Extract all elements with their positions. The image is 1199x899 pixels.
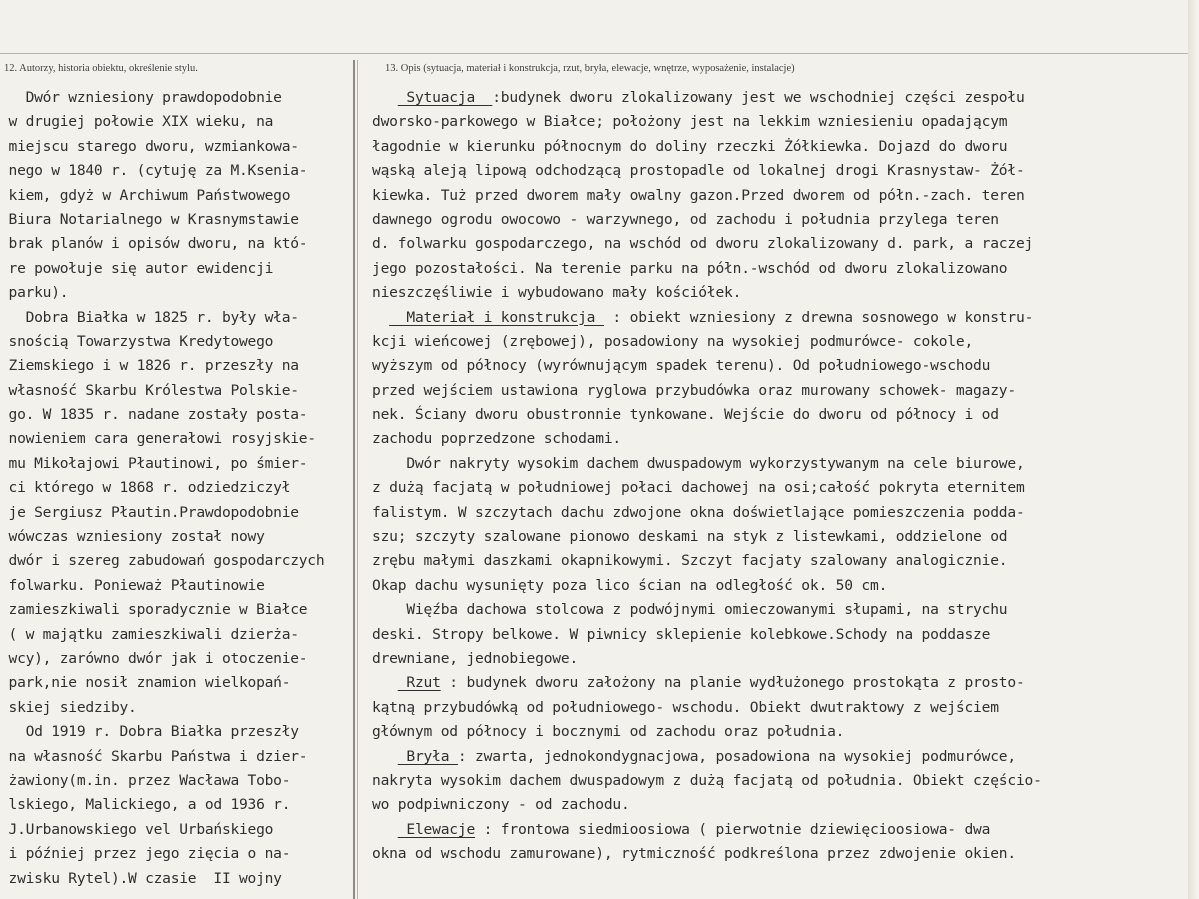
- history-text-line: wówczas wzniesiony został nowy: [0, 528, 265, 546]
- history-text-line: mu Mikołajowi Płautinowi, po śmier-: [0, 454, 308, 472]
- history-text-line: w drugiej połowie XIX wieku, na: [0, 113, 274, 131]
- description-text-line: [372, 306, 1177, 330]
- column-divider-shadow: [357, 60, 358, 899]
- page-edge: [1188, 0, 1199, 899]
- line-text: Więźba dachowa stolcowa z podwójnymi omieczowanymi słupami, na strychu: [372, 601, 1008, 619]
- description-text-line: [372, 793, 1177, 817]
- line-text: : frontowa siedmioosiowa ( pierwotnie dziewięcioosiowa- dwa: [475, 820, 991, 838]
- line-text: nieszczęśliwie i wybudowano mały kościółek.: [372, 284, 742, 302]
- description-text-line: [372, 452, 1177, 476]
- line-text: :budynek dworu zlokalizowany jest we wschodniej części zespołu: [492, 89, 1025, 106]
- line-text: łagodnie w kierunku północnym do doliny rzeczki Żółkiewka. Dojazd do dworu: [372, 137, 1008, 155]
- description-text-line: [372, 525, 1177, 549]
- history-text-line: Ziemskiego i w 1826 r. przeszły na: [0, 357, 299, 375]
- line-text: dworsko-parkowego w Białce; położony jest na lekkim wzniesieniu opadającym: [372, 113, 1008, 131]
- history-text-line: brak planów i opisów dworu, na któ-: [0, 235, 308, 253]
- description-text-line: [372, 818, 1177, 842]
- line-text: jego pozostałości. Na terenie parku na półn.-wschód od dworu zlokalizowano: [372, 259, 1008, 277]
- line-indent: [372, 821, 398, 838]
- line-text: drewniane, jednobiegowe.: [372, 649, 579, 667]
- line-text: : budynek dworu założony na planie wydłużonego prostokąta z prosto-: [440, 674, 1025, 692]
- line-text: kiewka. Tuż przed dworem mały owalny gazon.Przed dworem od półn.-zach. teren: [372, 186, 1025, 204]
- description-text-line: [372, 671, 1177, 695]
- history-text-line: snością Towarzystwa Kredytowego: [0, 332, 274, 350]
- line-text: wyższym od północy (wyrównującym spadek terenu). Od południowego-wschodu: [372, 357, 991, 375]
- description-text-line: [372, 184, 1177, 208]
- history-text-line: skiej siedziby.: [0, 698, 137, 716]
- description-text-line: [372, 769, 1177, 793]
- history-text-line: kiem, gdyż w Archiwum Państwowego: [0, 186, 291, 204]
- description-text-line: [372, 232, 1177, 256]
- line-text: przed wejściem ustawiona ryglowa przybudówka oraz murowany schowek- magazy-: [372, 381, 1016, 399]
- line-text: wąską aleją lipową odchodzącą prostopadle od lokalnej drogi Krasnystaw- Żół-: [372, 162, 1025, 180]
- line-text: głównym od północy i bocznymi od zachodu oraz południa.: [372, 723, 845, 741]
- line-indent: [372, 748, 398, 765]
- section-13-heading: 13. Opis (sytuacja, materiał i konstrukcja, rzut, bryła, elewacje, wnętrze, wyposażenie, instalacje): [385, 63, 795, 74]
- line-text: zrębu małymi daszkami okapnikowymi. Szczyt facjaty szalowany analogicznie.: [372, 552, 1008, 570]
- history-text-line: folwarku. Ponieważ Płautinowie: [0, 576, 265, 594]
- line-text: okna od wschodu zamurowane), rytmiczność podkreślona przez zdwojenie okien.: [372, 845, 1016, 863]
- description-text-line: [372, 476, 1177, 500]
- description-text-line: [372, 842, 1177, 866]
- history-text-line: je Sergiusz Płautin.Prawdopodobnie: [0, 503, 299, 521]
- description-text-line: [372, 549, 1177, 573]
- line-text: deski. Stropy belkowe. W piwnicy sklepienie kolebkowe.Schody na poddasze: [372, 625, 991, 643]
- description-text-line: [372, 647, 1177, 671]
- history-text-line: na własność Skarbu Państwa i dzier-: [0, 747, 308, 765]
- history-text-line: dwór i szereg zabudowań gospodarczych: [0, 552, 325, 570]
- description-text-line: [372, 159, 1177, 183]
- history-text-line: miejscu starego dworu, wzmiankowa-: [0, 137, 299, 155]
- line-text: dawnego ogrodu owocowo - warzywnego, od zachodu i południa przylega teren: [372, 210, 999, 228]
- history-text-line: lskiego, Malickiego, a od 1936 r.: [0, 796, 291, 814]
- line-text: nek. Ściany dworu obustronnie tynkowane. Wejście do dworu od północy i od: [372, 406, 999, 424]
- subsection-heading: _Bryła_: [397, 747, 458, 765]
- line-indent: [372, 89, 398, 106]
- history-text-line: Od 1919 r. Dobra Białka przeszły: [0, 723, 299, 741]
- section-12-heading: 12. Autorzy, historia obiektu, określenie stylu.: [4, 63, 198, 74]
- header-rule: [0, 53, 1199, 54]
- line-text: Okap dachu wysunięty poza lico ścian na odległość ok. 50 cm.: [372, 576, 888, 594]
- subsection-heading: _ Materiał i konstrukcja_: [389, 308, 604, 326]
- description-text-line: [372, 720, 1177, 744]
- line-text: wo podpiwniczony - od zachodu.: [372, 796, 630, 814]
- history-text-line: zwisku Rytel).W czasie II wojny: [0, 869, 282, 887]
- subsection-heading: _Elewacje: [397, 820, 476, 838]
- description-column: [372, 86, 1177, 867]
- description-text-line: [372, 574, 1177, 598]
- history-text-line: Dwór wzniesiony prawdopodobnie: [0, 89, 282, 106]
- line-text: falistym. W szczytach dachu zdwojone okna doświetlające pomieszczenia podda-: [372, 503, 1025, 521]
- history-column: [0, 86, 352, 891]
- description-text-line: [372, 623, 1177, 647]
- history-text-line: i później przez jego zięcia o na-: [0, 845, 291, 863]
- description-text-line: [372, 403, 1177, 427]
- history-text-line: nego w 1840 r. (cytuję za M.Ksenia-: [0, 162, 308, 180]
- line-text: : zwarta, jednokondygnacjowa, posadowiona na wysokiej podmurówce,: [457, 747, 1016, 765]
- description-text-line: [372, 135, 1177, 159]
- history-text-line: ci którego w 1868 r. odziedziczył: [0, 479, 291, 497]
- description-text-line: [372, 427, 1177, 451]
- line-text: nakryta wysokim dachem dwuspadowym z dużą facjatą od południa. Obiekt częścio-: [372, 771, 1042, 789]
- line-text: Dwór nakryty wysokim dachem dwuspadowym wykorzystywanym na cele biurowe,: [372, 454, 1025, 472]
- history-text-line: go. W 1835 r. nadane zostały posta-: [0, 406, 308, 424]
- description-text-line: [372, 208, 1177, 232]
- description-text-line: [372, 110, 1177, 134]
- description-text-line: [372, 379, 1177, 403]
- description-text-line: [372, 86, 1177, 110]
- history-text-line: zamieszkiwali sporadycznie w Białce: [0, 601, 308, 619]
- description-text-line: [372, 257, 1177, 281]
- line-text: szu; szczyty szalowane pionowo deskami na styk z listewkami, oddzielone od: [372, 528, 1008, 546]
- history-text-line: ( w majątku zamieszkiwali dzierża-: [0, 625, 299, 643]
- line-text: kcji wieńcowej (zrębowej), posadowiony na wysokiej podmurówce- cokole,: [372, 332, 974, 350]
- history-text-line: J.Urbanowskiego vel Urbańskiego: [0, 820, 274, 838]
- subsection-heading: _Sytuacja _: [397, 89, 493, 106]
- subsection-heading: _Rzut: [397, 674, 441, 692]
- line-indent: [372, 309, 389, 326]
- history-text-line: nowieniem cara generałowi rosyjskie-: [0, 430, 316, 448]
- line-text: zachodu poprzedzone schodami.: [372, 430, 621, 448]
- description-text-line: [372, 696, 1177, 720]
- column-divider: [353, 60, 355, 899]
- description-text-line: [372, 598, 1177, 622]
- line-indent: [372, 674, 398, 691]
- line-text: z dużą facjatą w południowej połaci dachowej na osi;całość pokryta eternitem: [372, 479, 1025, 497]
- history-text-line: żawiony(m.in. przez Wacława Tobo-: [0, 771, 291, 789]
- history-text-line: Dobra Białka w 1825 r. były wła-: [0, 308, 299, 326]
- history-text-line: parku).: [0, 284, 69, 302]
- history-text-line: park,nie nosił znamion wielkopań-: [0, 674, 291, 692]
- line-text: d. folwarku gospodarczego, na wschód od dworu zlokalizowany d. park, a raczej: [372, 235, 1034, 253]
- line-text: : obiekt wzniesiony z drewna sosnowego w konstru-: [603, 308, 1034, 326]
- description-text-line: [372, 354, 1177, 378]
- line-text: kątną przybudówką od południowego- wschodu. Obiekt dwutraktowy z wejściem: [372, 698, 999, 716]
- description-text-line: [372, 745, 1177, 769]
- history-text-line: własność Skarbu Królestwa Polskie-: [0, 381, 299, 399]
- description-text-line: [372, 501, 1177, 525]
- history-text-line: wcy), zarówno dwór jak i otoczenie-: [0, 649, 308, 667]
- description-text-line: [372, 281, 1177, 305]
- history-text-line: Biura Notarialnego w Krasnymstawie: [0, 210, 299, 228]
- description-text-line: [372, 330, 1177, 354]
- history-text-line: re powołuje się autor ewidencji: [0, 259, 274, 277]
